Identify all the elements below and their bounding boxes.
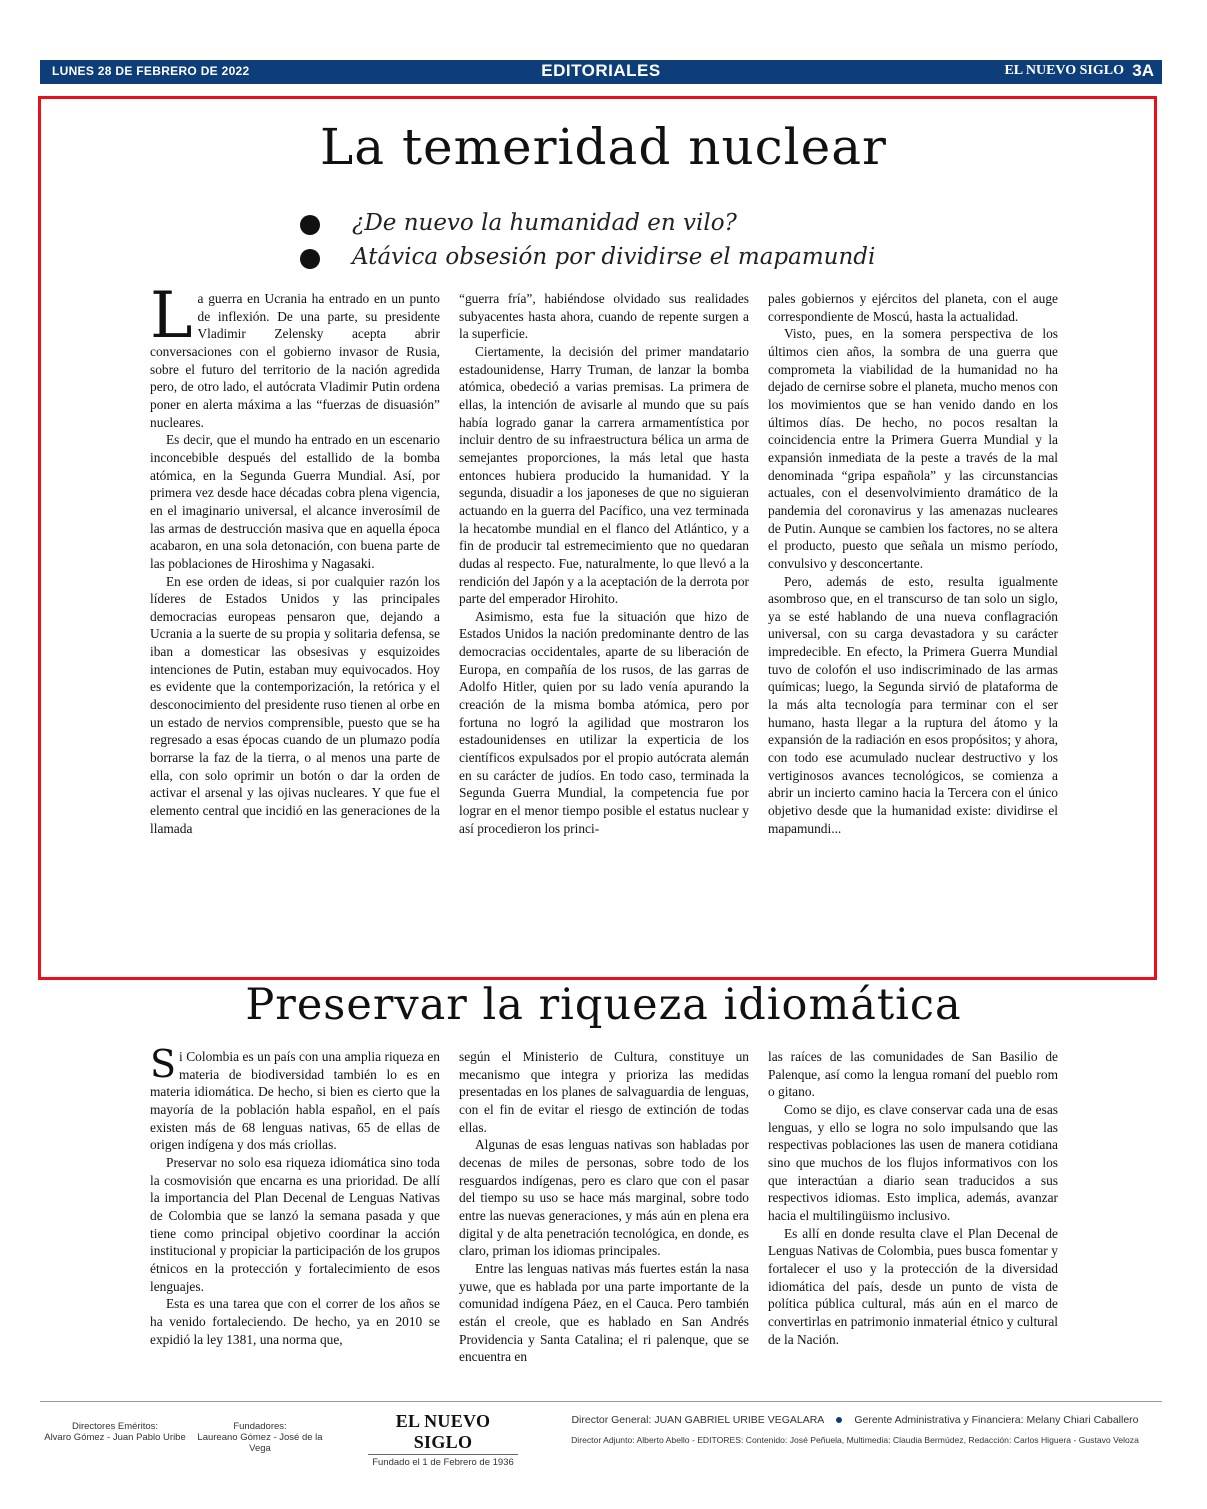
subtitle-text: Atávica obsesión por dividirse el mapamundi <box>352 244 876 270</box>
paragraph: Preservar no solo esa riqueza idiomática sino toda la cosmovisión que encarna es una prioridad. De allí la importancia del Plan Decenal de Lenguas Nativas de Colombia que se lanzó la semana pasada y que tiene como principal objetivo coordinar la acción institucional y propiciar la participación de los grupos étnicos en la protección y fortalecimiento de esos lenguajes. <box>150 1154 440 1294</box>
paragraph: Visto, pues, en la somera perspectiva de los últimos cien años, la sombra de una guerra que comprometa la viabilidad de la humanidad no ha dejado de cernirse sobre el planeta, mucho menos con los movimientos que se han venido dando en los últimos días. De hecho, no pocos resaltan la coincidencia entre la Primera Guerra Mundial y la expansión inmediata de la peste a través de la mal denominada “gripa española” y las circunstancias actuales, con el desenvolvimiento dramático de la pandemia del coronavirus y las amenazas nucleares de Putin. Aunque se cambien los factores, no se altera el producto, puesto que señala un mismo período, convulsivo y desconcertante. <box>768 326 1058 571</box>
editorial-1-title: La temeridad nuclear <box>320 118 887 176</box>
paragraph: según el Ministerio de Cultura, constituye un mecanismo que integra y prioriza las medidas presentadas en los planes de salvaguardia de lenguas, con el fin de evitar el riesgo de extinción de todas ellas. <box>459 1049 749 1135</box>
subtitle-text: ¿De nuevo la humanidad en vilo? <box>352 210 737 236</box>
edition-date: LUNES 28 DE FEBRERO DE 2022 <box>52 64 250 78</box>
editorial-2-column-1 <box>150 1042 440 1348</box>
paragraph: Algunas de esas lenguas nativas son habladas por decenas de miles de personas, sobre todo de los resguardos indígenas, pero es claro que con el pasar del tiempo su uso se hace más marginal, sobre todo entre las nuevas generaciones, y más aún en plena era digital y de alta penetración tecnológica, en donde, es claro, priman los idiomas principales. <box>459 1137 749 1259</box>
founders-label: Fundadores: <box>233 1421 287 1432</box>
footer-logo <box>368 1411 518 1468</box>
editorial-2-title: Preservar la riqueza idiomática <box>245 980 962 1030</box>
paragraph: “guerra fría”, habiéndose olvidado sus realidades subyacentes hasta ahora, cuando de repente surgen a la superficie. <box>459 291 749 342</box>
page-number: 3A <box>1132 61 1154 80</box>
paragraph <box>150 1042 440 1154</box>
paragraph: Pero, además de esto, resulta igualmente asombroso que, en el transcurso de tan solo un siglo, ya se esté hablando de una nueva conflagración universal, con su carga devastadora y su carácter impredecible. En efecto, la Primera Guerra Mundial tuvo de colofón el uso indiscriminado de las armas químicas; luego, la Segunda sirvió de plataforma de la más alta tecnología para terminar con el ser humano, hasta llegar a la ruptura del átomo y la expansión de la radiación en esos propósitos; y ahora, con todo ese acumulado nuclear destructivo y los vertiginosos avances tecnológicos, se comienza a abrir un incierto camino hacia la Tercera con el único objetivo desde que la humanidad existe: dividirse el mapamundi... <box>768 573 1058 836</box>
founded-date: Fundado el 1 de Febrero de 1936 <box>368 1454 518 1468</box>
founders-names: Laureano Gómez - José de la Vega <box>197 1432 323 1454</box>
footer-directors <box>40 1421 190 1443</box>
paragraph-text: i Colombia es un país con una amplia riqueza en materia de biodiversidad también lo es en materia idiomática. De hecho, si bien es cierto que la mayoría de la población habla español, en el país existen más de 68 lenguas nativas, 65 de ellas de origen indígena y dos más criollas. <box>150 1049 440 1153</box>
paragraph: Ciertamente, la decisión del primer mandatario estadounidense, Harry Truman, de lanzar la bomba atómica, obedeció a varias premisas. La primera de ellas, la intención de avisarle al mundo que su país había logrado ganar la carrera armamentística por incluir dentro de su infraestructura bélica un arma de semejantes proporciones, la más letal que hasta entonces hubiera producido la humanidad. Y la segunda, disuadir a los japoneses de que no siguieran actuando en la guerra del Pacífico, una vez terminada la hecatombe mundial en el flanco del Atlántico, y a fin de producir tal estremecimiento que no quedaran dudas al respecto. Fue, naturalmente, lo que llevó a la rendición del Japón y a la aceptación de la derrota por parte del emperador Hirohito. <box>459 343 749 607</box>
manager: Gerente Administrativa y Financiera: Melany Chiari Caballero <box>854 1414 1139 1426</box>
footer-staff-line-1 <box>548 1414 1162 1426</box>
footer-divider <box>40 1401 1162 1402</box>
editorial-2-column-3 <box>768 1048 1058 1348</box>
logo-text: EL NUEVO SIGLO <box>395 1411 491 1452</box>
directors-label: Directores Eméritos: <box>71 1421 159 1432</box>
drop-cap: S <box>150 1042 177 1086</box>
editorial-1-column-1 <box>150 279 440 837</box>
paragraph: las raíces de las comunidades de San Basilio de Palenque, así como la lengua romaní del pueblo rom o gitano. <box>768 1049 1058 1100</box>
directors-names: Alvaro Gómez - Juan Pablo Uribe <box>44 1432 186 1443</box>
paragraph <box>150 279 440 431</box>
section-title: EDITORIALES <box>541 61 661 80</box>
page-header-bar <box>40 60 1162 84</box>
drop-cap: L <box>150 279 193 353</box>
paragraph: Es allí en donde resulta clave el Plan Decenal de Lenguas Nativas de Colombia, pues busca fomentar y fortalecer el uso y la protección de la diversidad idiomática del país, desde un punto de vista de política pública cultural, más aún en el marco de convertirlas en patrimonio inmaterial étnico y cultural de la Nación. <box>768 1225 1058 1347</box>
bullet-icon <box>836 1417 842 1423</box>
paragraph: Esta es una tarea que con el correr de los años se ha venido fortaleciendo. De hecho, ya en 2010 se expidió la ley 1381, una norma que, <box>150 1296 440 1347</box>
paragraph: Asimismo, esta fue la situación que hizo de Estados Unidos la nación predominante dentro de las democracias occidentales, aparte de su liberación de Europa, en compañía de los rusos, de las garras de Adolfo Hitler, quien por su lado venía apurando la creación de la misma bomba atómica, pero por fortuna no logró la agilidad que mostraron los estadounidenses en utilizar la experticia de los científicos expulsados por el propio autócrata alemán en su carácter de judíos. En todo caso, terminada la Segunda Guerra Mundial, la competencia fue por lograr en el menor tiempo posible el estatus nuclear y así procedieron los princi- <box>459 608 749 836</box>
paragraph-text: a guerra en Ucrania ha entrado en un punto de inflexión. De una parte, su presidente Vladimir Zelensky acepta abrir conversaciones con el gobierno invasor de Rusia, sobre el futuro del territorio de la nación agredida pero, de otro lado, el autócrata Vladimir Putin ordena poner en alerta máxima a las “fuerzas de disuasión” nucleares. <box>150 291 440 430</box>
director-general: Director General: JUAN GABRIEL URIBE VEGALARA <box>571 1414 825 1426</box>
bullet-dot-icon <box>300 215 320 235</box>
editorial-2-column-2 <box>459 1048 749 1366</box>
bullet-dot-icon <box>300 249 320 269</box>
paragraph: pales gobiernos y ejércitos del planeta, con el auge correspondiente de Moscú, hasta la actualidad. <box>768 291 1058 324</box>
paragraph: Es decir, que el mundo ha entrado en un escenario inconcebible después del estallido de la bomba atómica, en la Segunda Guerra Mundial. Así, por primera vez desde hace décadas cobra plena vigencia, en el imaginario universal, el alcance inverosímil de las armas de destrucción masiva que en aquella época acabaron, en una sola detonación, con buena parte de las poblaciones de Hiroshima y Nagasaki. <box>150 432 440 571</box>
paragraph: En ese orden de ideas, si por cualquier razón los líderes de Estados Unidos y las principales democracias europeas pensaron que, dejando a Ucrania a la suerte de su propia y solitaria defensa, se iban a domesticar las obsesivas y esquizoides intenciones de Putin, estaban muy equivocados. Hoy es evidente que la contemporización, la retórica y el desconocimiento del presidente ruso tienen al orbe en un estado de nervios comprensible, puesto que se ha regresado a esas épocas cuando de un plumazo podía borrarse la faz de la tierra, o al menos una parte de ella, con solo oprimir un botón o dar la orden de activar el arsenal y las ojivas nucleares. Y que fue el elemento central que incidió en las generaciones de la llamada <box>150 573 440 836</box>
paragraph: Entre las lenguas nativas más fuertes están la nasa yuwe, que es hablada por una parte importante de la comunidad indígena Páez, en el Cauca. Pero también están el creole, que es hablado en San Andrés Providencia y Santa Catalina; el ri palenque, que se encuentra en <box>459 1260 749 1365</box>
editorial-1-column-3 <box>768 290 1058 837</box>
footer-staff-line-2: Director Adjunto: Alberto Abello - EDITORES: Contenido: José Peñuela, Multimedia: Claudia Bermúdez, Redacción: Carlos Higuera - Gustavo Veloza <box>571 1435 1139 1445</box>
footer-founders <box>190 1421 330 1454</box>
paragraph: Como se dijo, es clave conservar cada una de esas lenguas, y ello se logra no solo impulsando que las respectivas poblaciones las usen de manera cotidiana sino que muchos de los flujos informativos con los que interactúan a diario sean traducidos a sus respectivos idiomas. Esto implica, además, avanzar hacia el multilingüismo inclusivo. <box>768 1101 1058 1223</box>
masthead-name: EL NUEVO SIGLO <box>1004 63 1124 78</box>
editorial-1-column-2 <box>459 290 749 837</box>
